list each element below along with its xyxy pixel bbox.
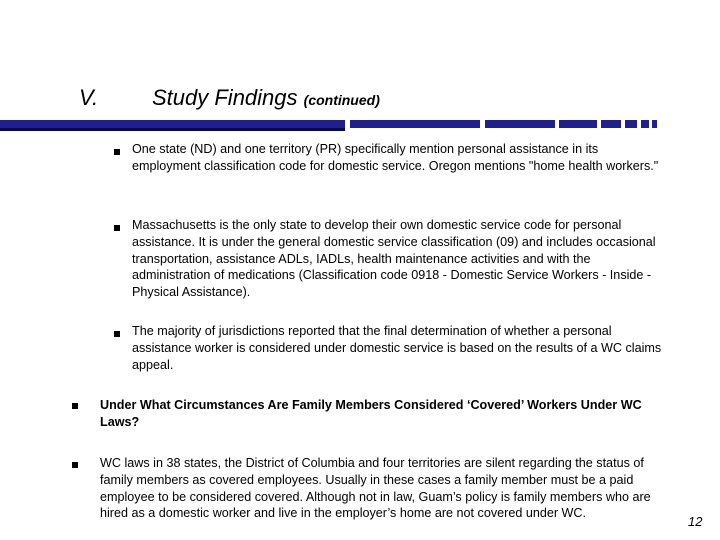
main-bullet-icon bbox=[72, 462, 78, 468]
slide-title bbox=[152, 85, 380, 111]
title-divider-bar bbox=[0, 118, 720, 132]
divider-dark-line bbox=[0, 128, 345, 131]
sub-bullet-text: One state (ND) and one territory (PR) specifically mention personal assistance in its employment classification code for domestic service. Oregon mentions "home health workers." bbox=[132, 142, 659, 173]
divider-segment bbox=[601, 120, 621, 128]
title-text: Study Findings bbox=[152, 85, 298, 110]
divider-main-bar bbox=[0, 120, 345, 128]
divider-segment bbox=[485, 120, 555, 128]
main-bullet-text: WC laws in 38 states, the District of Columbia and four territories are silent regarding the status of family members as covered employees. Usually in these cases a family member must be a paid employee to be considered covered. Although not in law, Guam’s policy is family members who are hired as a domestic worker and live in the employer’s home are not covered under WC. bbox=[100, 456, 651, 521]
sub-bullet-text: Massachusetts is the only state to develop their own domestic service code for personal assistance. It is under the general domestic service classification (09) and includes occasional transportation, assistance ADLs, IADLs, health maintenance activities and with the administration of medications (Classification code 0918 - Domestic Service Workers - Inside -Physical Assistance). bbox=[132, 218, 656, 300]
sub-bullet-text: The majority of jurisdictions reported that the final determination of whether a personal assistance worker is considered under domestic service is based on the results of a WC claims appeal. bbox=[132, 324, 662, 372]
main-bullet-icon bbox=[72, 403, 78, 409]
divider-segment bbox=[641, 120, 649, 128]
divider-segment bbox=[559, 120, 597, 128]
sub-bullet-icon bbox=[114, 225, 120, 231]
divider-segment bbox=[625, 120, 637, 128]
divider-segment bbox=[652, 120, 657, 128]
section-numeral: V. bbox=[79, 85, 99, 110]
sub-bullet-icon bbox=[114, 149, 120, 155]
title-suffix: (continued) bbox=[303, 92, 380, 108]
sub-bullet-icon bbox=[114, 331, 120, 337]
page-number: 12 bbox=[688, 514, 703, 529]
divider-segment bbox=[350, 120, 480, 128]
main-bullet-text: Under What Circumstances Are Family Members Considered ‘Covered’ Workers Under WC Laws? bbox=[100, 398, 642, 429]
